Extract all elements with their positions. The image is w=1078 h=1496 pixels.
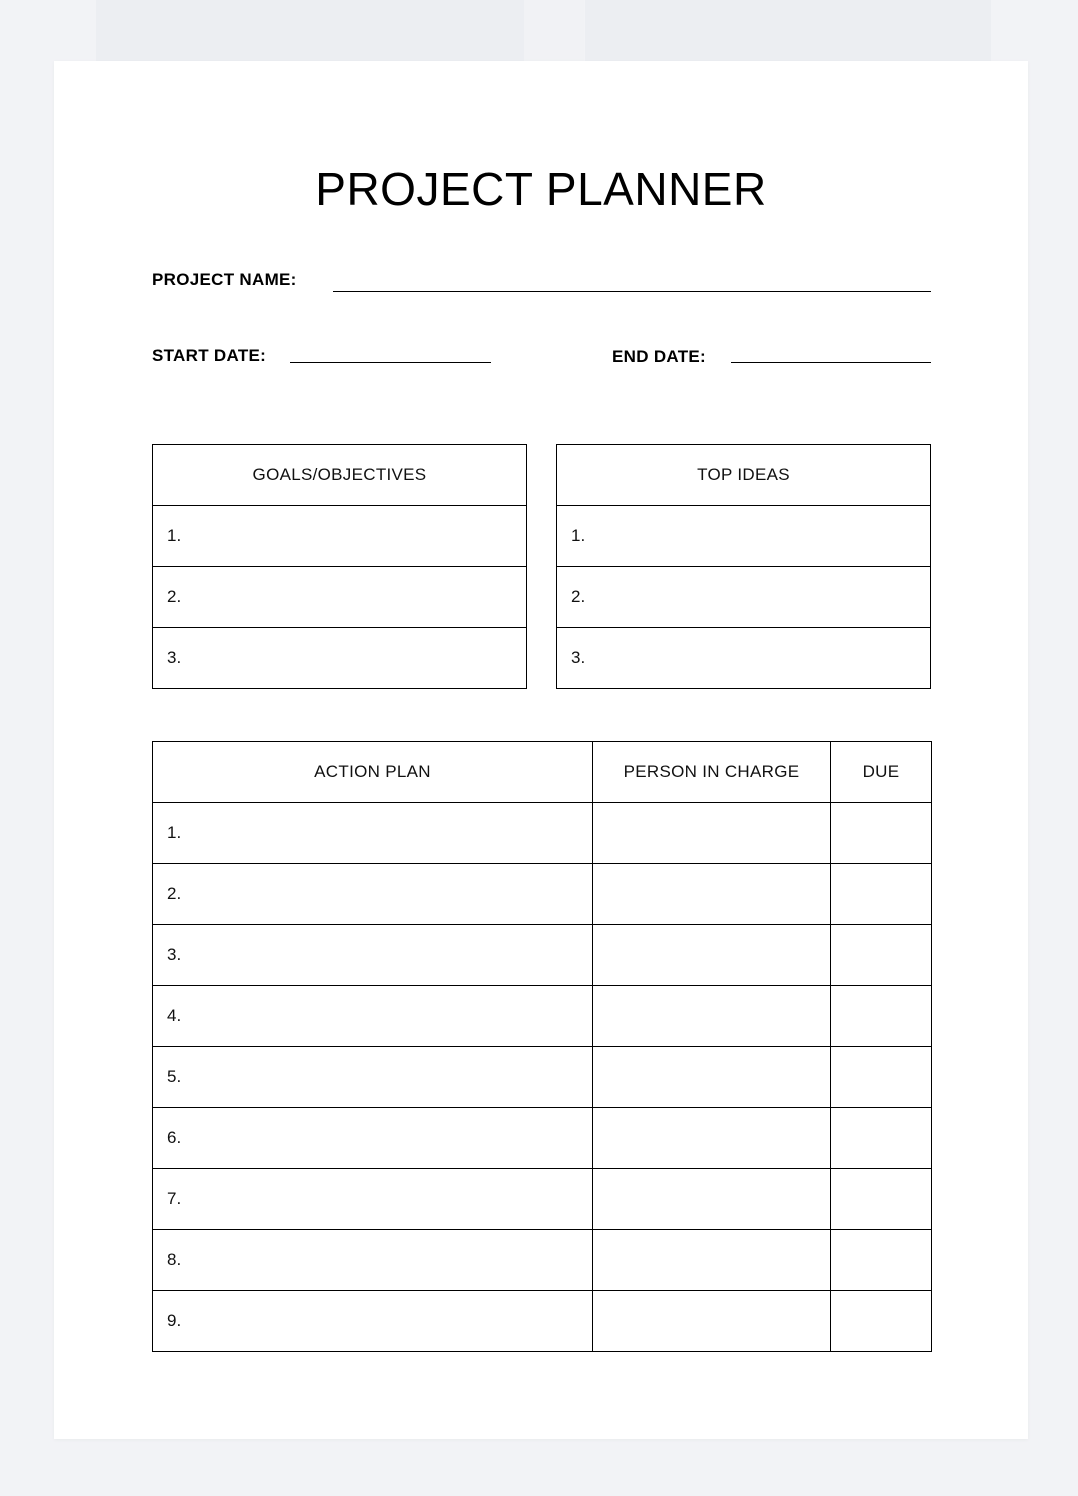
background-panel-gap bbox=[524, 0, 584, 70]
action-plan-table bbox=[152, 741, 932, 1352]
action-row bbox=[153, 1108, 932, 1169]
background-panel-right bbox=[585, 0, 991, 70]
action-cell[interactable]: 8. bbox=[153, 1230, 593, 1291]
ideas-row bbox=[557, 506, 931, 567]
background-panel-left bbox=[96, 0, 524, 70]
person-cell[interactable] bbox=[593, 1291, 831, 1352]
top-ideas-table bbox=[556, 444, 931, 689]
action-cell[interactable]: 2. bbox=[153, 864, 593, 925]
project-name-line[interactable] bbox=[333, 291, 931, 292]
start-date-label: START DATE: bbox=[152, 346, 267, 365]
person-in-charge-header: PERSON IN CHARGE bbox=[593, 742, 831, 803]
due-cell[interactable] bbox=[831, 986, 932, 1047]
page-title: PROJECT PLANNER bbox=[315, 163, 767, 215]
due-cell[interactable] bbox=[831, 1047, 932, 1108]
goals-header: GOALS/OBJECTIVES bbox=[153, 445, 527, 506]
ideas-row-number[interactable]: 3. bbox=[557, 628, 931, 689]
person-cell[interactable] bbox=[593, 1108, 831, 1169]
goals-row bbox=[153, 506, 527, 567]
action-cell[interactable]: 1. bbox=[153, 803, 593, 864]
goals-row-number[interactable]: 1. bbox=[153, 506, 527, 567]
person-cell[interactable] bbox=[593, 986, 831, 1047]
action-row bbox=[153, 1047, 932, 1108]
planner-sheet bbox=[54, 61, 1028, 1439]
action-cell[interactable]: 7. bbox=[153, 1169, 593, 1230]
action-row bbox=[153, 864, 932, 925]
ideas-row bbox=[557, 567, 931, 628]
action-cell[interactable]: 5. bbox=[153, 1047, 593, 1108]
due-cell[interactable] bbox=[831, 1291, 932, 1352]
action-plan-header: ACTION PLAN bbox=[153, 742, 593, 803]
start-date-line[interactable] bbox=[290, 362, 491, 363]
goals-row-number[interactable]: 3. bbox=[153, 628, 527, 689]
action-row bbox=[153, 1230, 932, 1291]
end-date-line[interactable] bbox=[731, 362, 931, 363]
goals-row-number[interactable]: 2. bbox=[153, 567, 527, 628]
ideas-row-number[interactable]: 1. bbox=[557, 506, 931, 567]
ideas-row bbox=[557, 628, 931, 689]
action-row bbox=[153, 925, 932, 986]
person-cell[interactable] bbox=[593, 925, 831, 986]
due-header: DUE bbox=[831, 742, 932, 803]
person-cell[interactable] bbox=[593, 1169, 831, 1230]
project-name-label: PROJECT NAME: bbox=[152, 270, 297, 289]
action-cell[interactable]: 6. bbox=[153, 1108, 593, 1169]
due-cell[interactable] bbox=[831, 925, 932, 986]
goals-table bbox=[152, 444, 527, 689]
goals-row bbox=[153, 628, 527, 689]
action-row bbox=[153, 986, 932, 1047]
due-cell[interactable] bbox=[831, 1169, 932, 1230]
due-cell[interactable] bbox=[831, 1230, 932, 1291]
person-cell[interactable] bbox=[593, 1230, 831, 1291]
action-cell[interactable]: 4. bbox=[153, 986, 593, 1047]
due-cell[interactable] bbox=[831, 803, 932, 864]
person-cell[interactable] bbox=[593, 1047, 831, 1108]
due-cell[interactable] bbox=[831, 1108, 932, 1169]
ideas-row-number[interactable]: 2. bbox=[557, 567, 931, 628]
action-row bbox=[153, 1291, 932, 1352]
action-cell[interactable]: 3. bbox=[153, 925, 593, 986]
person-cell[interactable] bbox=[593, 864, 831, 925]
top-ideas-header: TOP IDEAS bbox=[557, 445, 931, 506]
due-cell[interactable] bbox=[831, 864, 932, 925]
action-row bbox=[153, 1169, 932, 1230]
end-date-label: END DATE: bbox=[612, 347, 706, 366]
action-cell[interactable]: 9. bbox=[153, 1291, 593, 1352]
person-cell[interactable] bbox=[593, 803, 831, 864]
action-row bbox=[153, 803, 932, 864]
goals-row bbox=[153, 567, 527, 628]
